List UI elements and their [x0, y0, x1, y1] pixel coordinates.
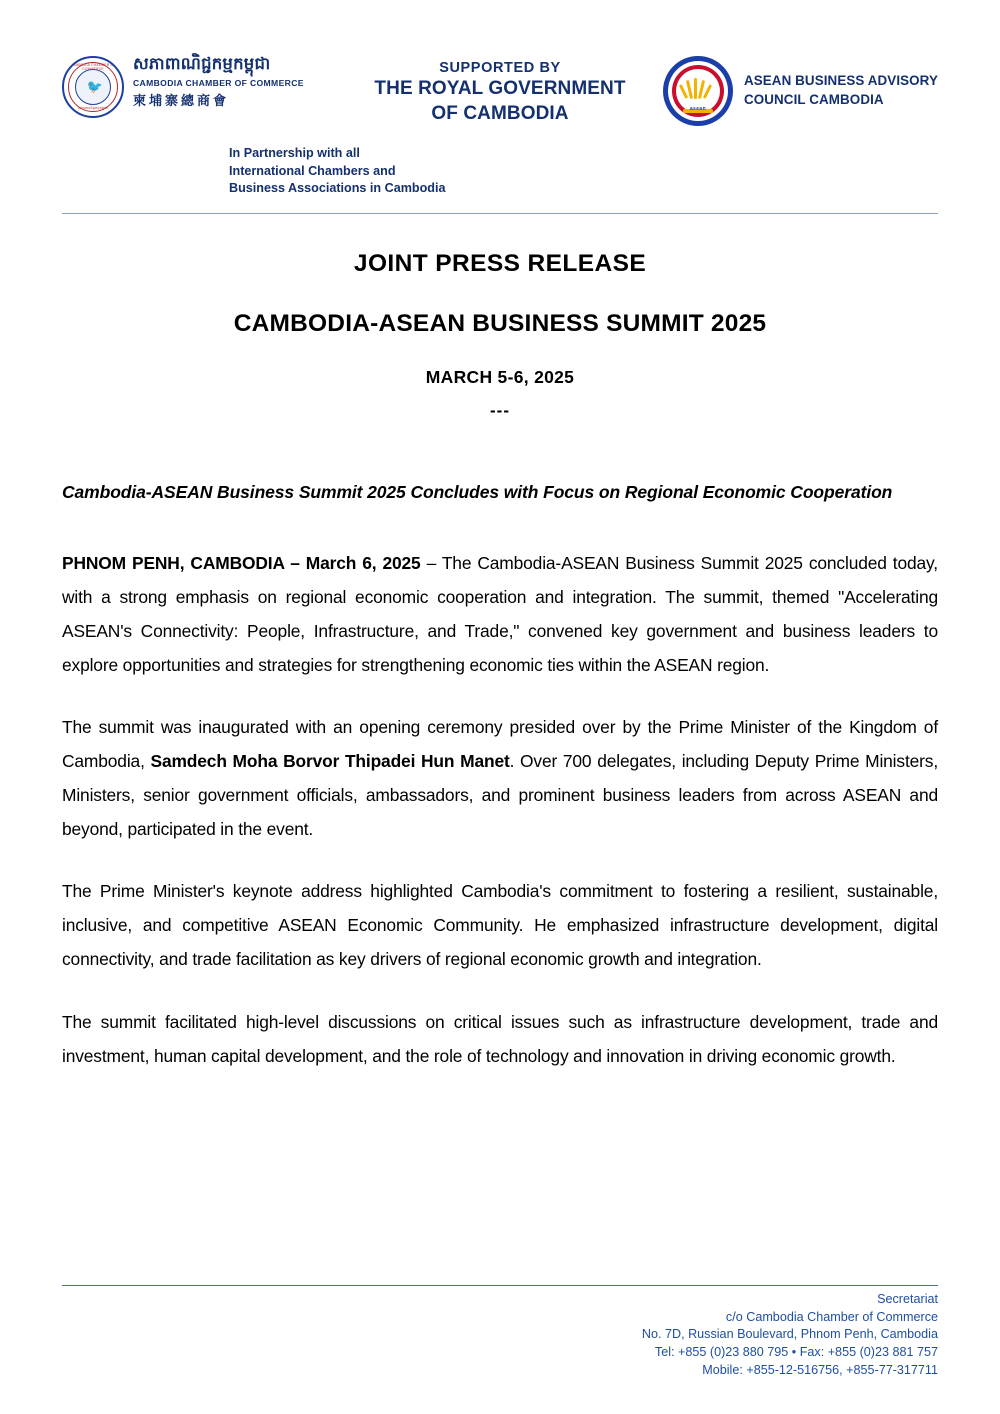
cambodia-chamber-of-commerce-seal-icon [62, 56, 124, 118]
prime-minister-name: Samdech Moha Borvor Thipadei Hun Manet [150, 751, 510, 772]
seal-bird-icon: 🐦 [86, 79, 104, 94]
partnership-line-2: International Chambers and [229, 163, 396, 178]
paragraph-1 [62, 547, 938, 682]
event-title: CAMBODIA-ASEAN BUSINESS SUMMIT 2025 [233, 310, 767, 338]
secretariat-contact-block [62, 1291, 938, 1380]
chamber-identity [62, 54, 362, 118]
supported-by-label: SUPPORTED BY [439, 60, 561, 76]
footer-line-4: Tel: +855 (0)23 880 795 • Fax: +855 (0)23 881 757 [654, 1345, 938, 1360]
royal-government-line2: OF CAMBODIA [431, 103, 569, 125]
headline-summary: Cambodia-ASEAN Business Summit 2025 Concludes with Focus on Regional Economic Cooperation [62, 482, 893, 503]
header-divider [62, 213, 938, 214]
paragraph-2-text-a: The summit was inaugurated with an opening ceremony presided over by the Prime Minister of the Kingdom of Cambodia, [62, 717, 938, 772]
footer-line-1: Secretariat [877, 1291, 938, 1306]
footer-line-3: No. 7D, Russian Boulevard, Phnom Penh, Cambodia [641, 1327, 938, 1342]
title-separator: --- [490, 401, 510, 421]
paragraph-2 [62, 711, 938, 846]
event-dates: MARCH 5-6, 2025 [425, 367, 575, 388]
abac-line1: ASEAN BUSINESS ADVISORY [743, 73, 938, 88]
paragraph-3: The Prime Minister's keynote address highlighted Cambodia's commitment to fostering a resilient, sustainable, inclusive, and competitive ASEAN Economic Community. He emphasized infrastructure development, digital connectivity, and trade facilitation as key drivers of regional economic growth and integration. [62, 881, 938, 969]
page-title: JOINT PRESS RELEASE [353, 250, 647, 278]
dateline: PHNOM PENH, CAMBODIA – March 6, 2025 [62, 553, 421, 574]
letterhead [62, 40, 938, 127]
footer-line-5: Mobile: +855-12-516756, +855-77-317711 [702, 1363, 938, 1378]
press-release-body [62, 477, 938, 1073]
chamber-khmer-name: សភាពាណិជ្ជកម្មកម្ពុជា [133, 54, 271, 73]
partnership-note [229, 145, 938, 199]
seal-bottom-microtext: សភាពាណិជ្ជកម្មកម្ពុជា [78, 106, 108, 110]
abac-identity [638, 54, 938, 126]
page-footer [62, 1285, 938, 1380]
document-titles [62, 250, 938, 421]
paragraph-4: The summit facilitated high-level discussions on critical issues such as infrastructure development, trade and investment, human capital development, and the role of technology and innovation in driving economic growth. [62, 1011, 938, 1066]
paragraph-1-text: – The Cambodia-ASEAN Business Summit 2025 concluded today, with a strong emphasis on regional economic cooperation and integration. The summit, themed "Accelerating ASEAN's Connectivity: People, Infrastructure, and Trade," convened key government and business leaders to explore opportunities and strategies for strengthening economic ties within the ASEAN region. [62, 553, 938, 675]
seal-top-microtext: CAMBODIA CHAMBER OF COMMERCE [70, 63, 116, 71]
paragraph-2-text-b: . Over 700 delegates, including Deputy Prime Ministers, Ministers, senior government officials, ambassadors, and prominent business leaders from across ASEAN and beyond, participated in the event. [62, 751, 939, 839]
abac-line2: COUNCIL CAMBODIA [743, 91, 884, 107]
chamber-chinese-name: 柬埔寨總商會 [133, 93, 230, 109]
footer-divider [62, 1285, 938, 1286]
supported-by-block [362, 54, 638, 127]
partnership-line-1: In Partnership with all [229, 145, 360, 160]
footer-line-2: c/o Cambodia Chamber of Commerce [725, 1309, 938, 1324]
chamber-english-name: CAMBODIA CHAMBER OF COMMERCE [133, 77, 304, 88]
asean-logo-icon [663, 56, 733, 126]
asean-logo-wordmark: asean [689, 106, 707, 112]
partnership-line-3: Business Associations in Cambodia [229, 181, 446, 196]
royal-government-line1: THE ROYAL GOVERNMENT [374, 78, 626, 99]
